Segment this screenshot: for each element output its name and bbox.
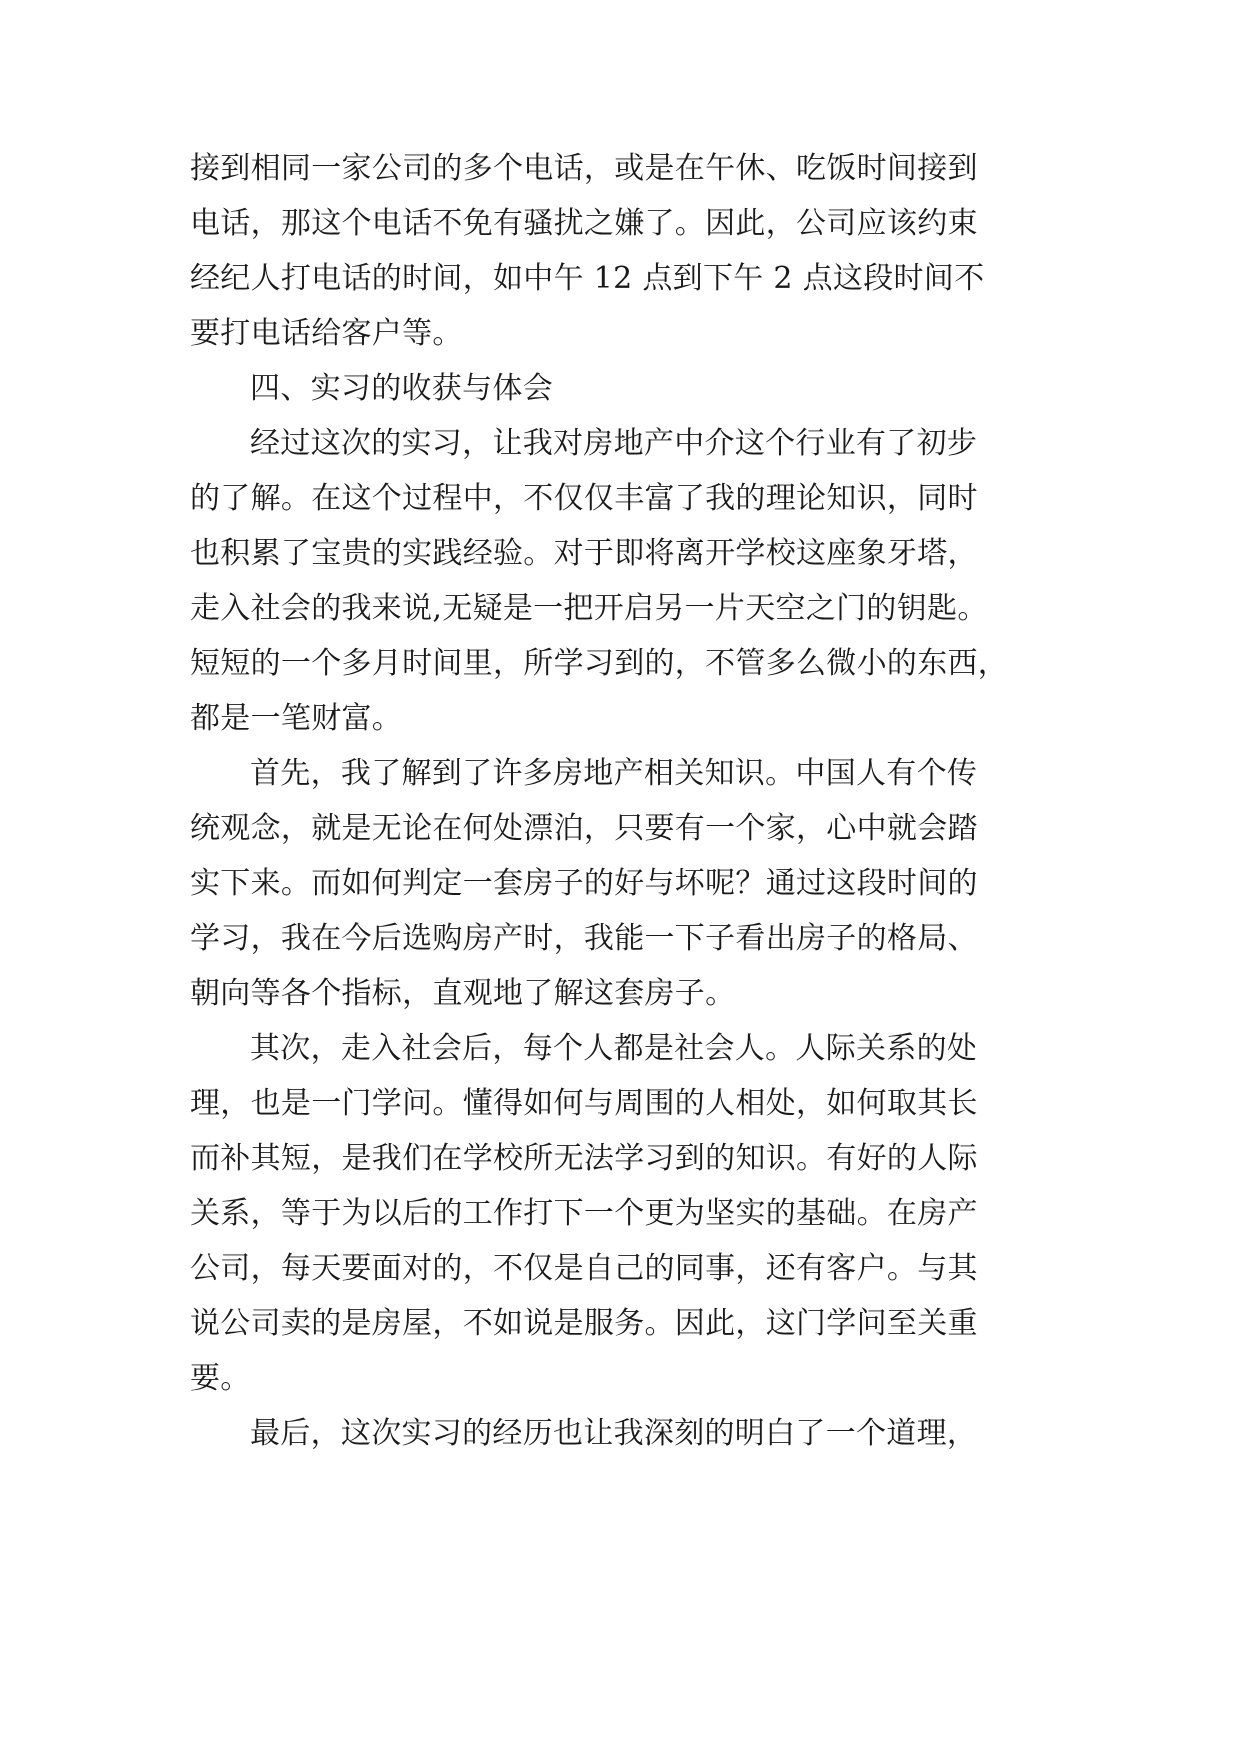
text-line: 学习，我在今后选购房产时，我能一下子看出房子的格局、	[190, 921, 978, 956]
text-line: 而补其短，是我们在学校所无法学习到的知识。有好的人际	[190, 1141, 978, 1176]
text-line: 首先，我了解到了许多房地产相关知识。中国人有个传	[250, 756, 978, 791]
text-line: 也积累了宝贵的实践经验。对于即将离开学校这座象牙塔，	[190, 536, 978, 571]
text-line: 其次，走入社会后，每个人都是社会人。人际关系的处	[250, 1031, 978, 1066]
text-line: 要打电话给客户等。	[190, 316, 463, 351]
text-line: 最后，这次实习的经历也让我深刻的明白了一个道理，	[250, 1416, 978, 1451]
text-line: 的了解。在这个过程中，不仅仅丰富了我的理论知识，同时	[190, 481, 978, 516]
text-line: 实下来。而如何判定一套房子的好与坏呢？通过这段时间的	[190, 866, 978, 901]
text-line: 短短的一个多月时间里，所学习到的，不管多么微小的东西，	[190, 646, 1009, 681]
text-line: 经过这次的实习，让我对房地产中介这个行业有了初步	[250, 426, 978, 461]
text-line: 朝向等各个指标，直观地了解这套房子。	[190, 976, 736, 1011]
text-line: 理，也是一门学问。懂得如何与周围的人相处，如何取其长	[190, 1086, 978, 1121]
text-line: 说公司卖的是房屋，不如说是服务。因此，这门学问至关重	[190, 1306, 978, 1341]
text-line: 公司，每天要面对的，不仅是自己的同事，还有客户。与其	[190, 1251, 978, 1286]
text-line: 走入社会的我来说,无疑是一把开启另一片天空之门的钥匙。	[190, 591, 988, 626]
section-heading: 四、实习的收获与体会	[250, 371, 553, 406]
text-line: 关系，等于为以后的工作打下一个更为坚实的基础。在房产	[190, 1196, 978, 1231]
text-line: 统观念，就是无论在何处漂泊，只要有一个家，心中就会踏	[190, 811, 978, 846]
text-line: 电话，那这个电话不免有骚扰之嫌了。因此，公司应该约束	[190, 206, 978, 241]
text-line: 都是一笔财富。	[190, 701, 403, 736]
text-line: 经纪人打电话的时间，如中午 12 点到下午 2 点这段时间不	[190, 261, 985, 296]
text-line: 接到相同一家公司的多个电话，或是在午休、吃饭时间接到	[190, 151, 978, 186]
text-line: 要。	[190, 1361, 251, 1396]
